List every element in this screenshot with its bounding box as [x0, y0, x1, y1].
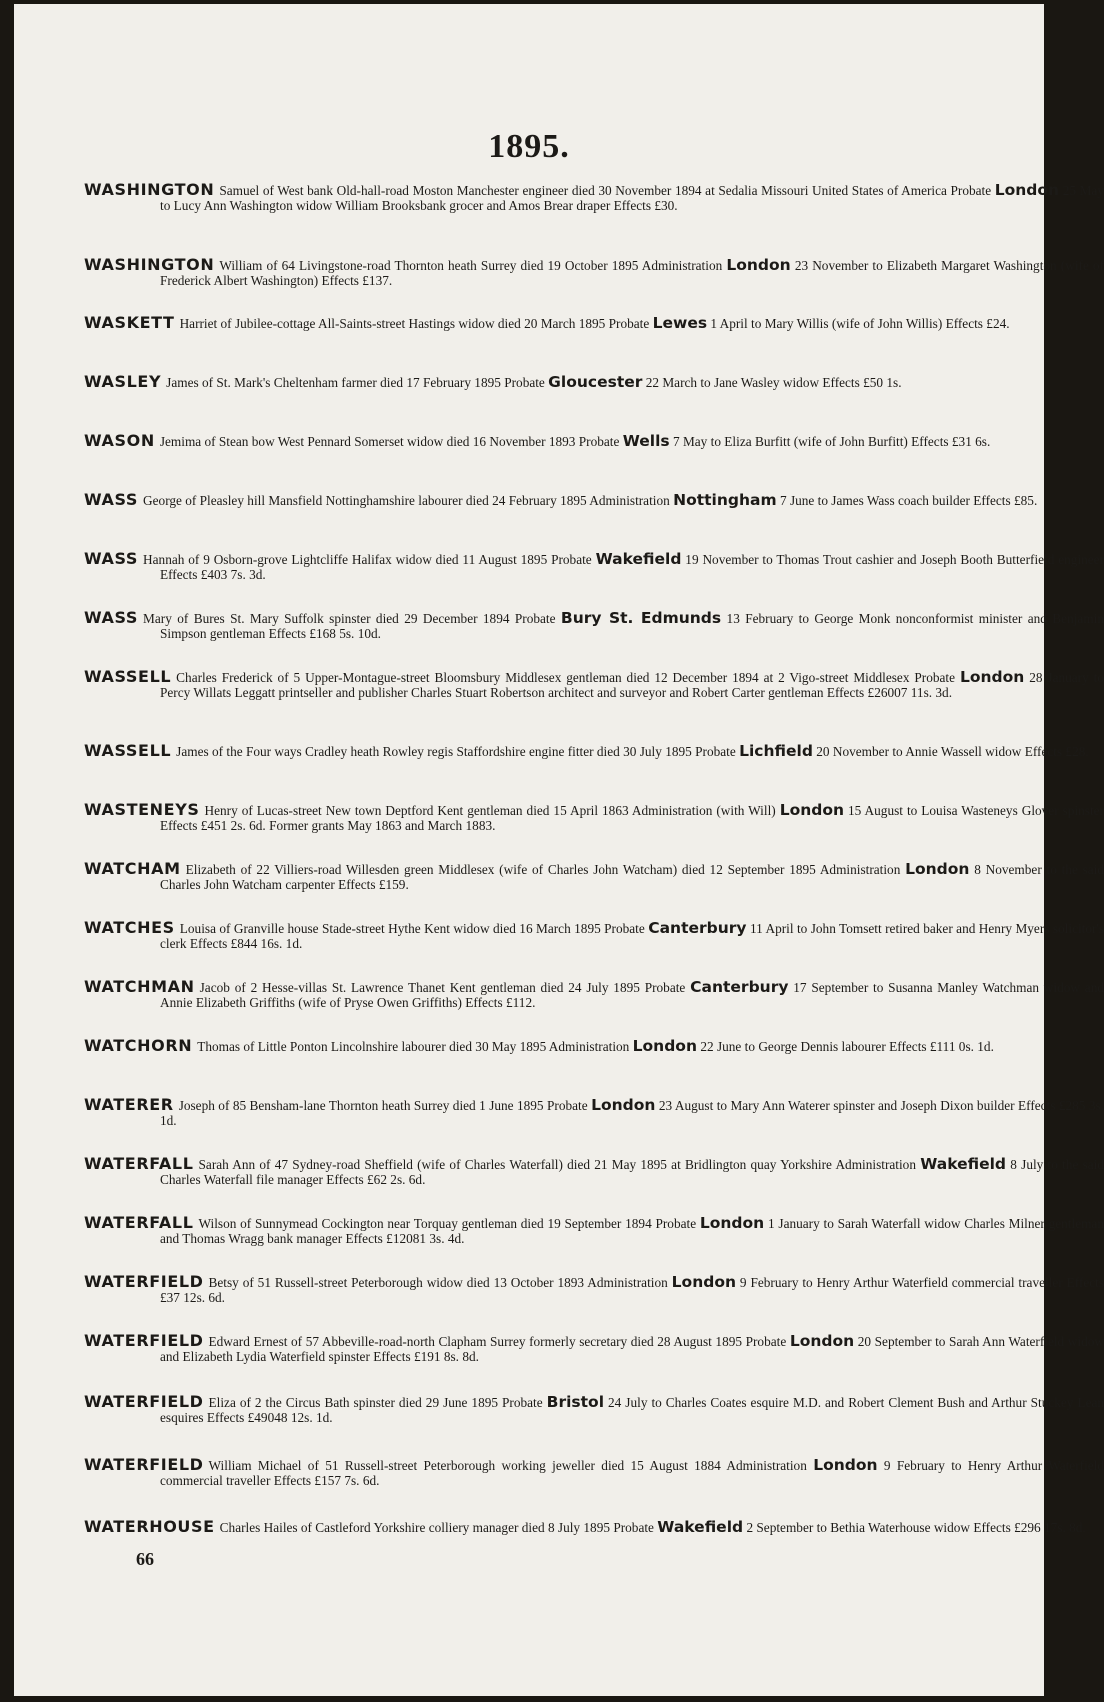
entry-grant: 8 November to the said Charles John Watcham carpenter Effects £159.	[160, 862, 1104, 892]
entry-registry: Wakefield	[595, 550, 682, 568]
register-entry	[84, 433, 1104, 449]
entry-surname: WATERFIELD	[84, 1272, 204, 1291]
entry-details: Elizabeth of 22 Villiers-road Willesden green Middlesex (wife of Charles John Watcham) died 12 September 1895 Administration	[185, 862, 901, 877]
register-entry	[84, 979, 1104, 1010]
entry-details: Charles Hailes of Castleford Yorkshire colliery manager died 8 July 1895 Probate	[219, 1520, 654, 1535]
register-entry	[84, 1457, 1104, 1488]
register-entry	[84, 315, 1104, 331]
entry-grant: 2 September to Bethia Waterhouse widow Effects £296 17s. 8d.	[746, 1520, 1086, 1535]
register-entry	[84, 1394, 1104, 1425]
entry-grant: 13 February to George Monk nonconformist minister and Benjamin Simpson gentleman Effects £168 5s. 10d.	[160, 611, 1104, 641]
entry-registry: London	[699, 1214, 765, 1232]
entry-registry: London	[671, 1273, 737, 1291]
entry-registry: Wakefield	[920, 1155, 1007, 1173]
entry-grant: 1 April to Mary Willis (wife of John Willis) Effects £24.	[710, 316, 1010, 331]
entry-details: George of Pleasley hill Mansfield Nottinghamshire labourer died 24 February 1895 Administration	[143, 493, 670, 508]
entry-grant: 28 January to Percy Willats Leggatt printseller and publisher Charles Stuart Robertson architect and surveyor and Robert Carter gentleman Effects £26007 11s. 3d.	[160, 670, 1104, 700]
entry-registry: Bristol	[546, 1393, 605, 1411]
entry-surname: WASHINGTON	[84, 255, 215, 274]
entry-surname: WASS	[84, 549, 139, 568]
register-entry	[84, 1215, 1104, 1246]
entry-surname: WASHINGTON	[84, 180, 215, 199]
entry-grant: 19 November to Thomas Trout cashier and Joseph Booth Butterfield engineer Effects £403 7s. 3d.	[160, 552, 1104, 582]
entry-details: James of the Four ways Cradley heath Rowley regis Staffordshire engine fitter died 30 July 1895 Probate	[176, 744, 736, 759]
entry-details: Thomas of Little Ponton Lincolnshire labourer died 30 May 1895 Administration	[197, 1039, 630, 1054]
entry-grant: 8 July to the said Charles Waterfall file manager Effects £62 2s. 6d.	[160, 1157, 1104, 1187]
page-year-heading: 1895.	[488, 128, 570, 165]
register-entry	[84, 257, 1104, 288]
entry-grant: 9 February to Henry Arthur Waterfield commercial traveller Effects £37 12s. 6d.	[160, 1275, 1104, 1305]
entry-registry: Canterbury	[690, 978, 789, 996]
entry-surname: WATERFALL	[84, 1154, 194, 1173]
page-number: 66	[136, 1549, 154, 1569]
entry-surname: WASON	[84, 431, 155, 450]
entry-grant: 7 June to James Wass coach builder Effects £85.	[779, 493, 1038, 508]
entry-registry: London	[591, 1096, 656, 1114]
entry-details: William Michael of 51 Russell-street Peterborough working jeweller died 15 August 1884 Administration	[208, 1458, 807, 1473]
entry-grant: 15 August to Louisa Wasteneys Glover spinster Effects £451 2s. 6d. Former grants May 1863 and March 1883.	[160, 803, 1104, 833]
register-entry	[84, 669, 1104, 700]
entry-surname: WATERFALL	[84, 1213, 194, 1232]
entry-registry: Lichfield	[739, 742, 813, 760]
register-entry	[84, 1519, 1104, 1535]
entry-registry: London	[779, 801, 845, 819]
entry-details: Jemima of Stean bow West Pennard Somerset widow died 16 November 1893 Probate	[159, 434, 620, 449]
entry-details: Mary of Bures St. Mary Suffolk spinster died 29 December 1894 Probate	[143, 611, 556, 626]
entry-grant: 25 May to Lucy Ann Washington widow William Brooksbank grocer and Amos Brear draper Effects £30.	[160, 183, 1104, 213]
entry-grant: 17 September to Susanna Manley Watchman widow and Annie Elizabeth Griffiths (wife of Pryse Owen Griffiths) Effects £112.	[160, 980, 1104, 1010]
entry-registry: Bury St. Edmunds	[560, 609, 722, 627]
entry-grant: 23 August to Mary Ann Waterer spinster and Joseph Dixon builder Effects £285 3s. 1d.	[160, 1098, 1104, 1128]
entry-grant: 22 June to George Dennis labourer Effects £111 0s. 1d.	[700, 1039, 994, 1054]
entry-surname: WATERER	[84, 1095, 174, 1114]
entry-surname: WATERFIELD	[84, 1331, 204, 1350]
entry-surname: WASS	[84, 490, 139, 509]
entry-registry: Canterbury	[648, 919, 747, 937]
entry-details: Sarah Ann of 47 Sydney-road Sheffield (wife of Charles Waterfall) died 21 May 1895 at Bridlington quay Yorkshire Administration	[198, 1157, 916, 1172]
entry-surname: WATERFIELD	[84, 1392, 204, 1411]
register-entry	[84, 1333, 1104, 1364]
register-entry	[84, 1274, 1104, 1305]
entry-registry: London	[905, 860, 970, 878]
entry-details: William of 64 Livingstone-road Thornton heath Surrey died 19 October 1895 Administration	[219, 258, 723, 273]
entry-grant: 11 April to John Tomsett retired baker and Henry Myers solicitor's clerk Effects £844 16s. 1d.	[160, 921, 1104, 951]
entry-details: Henry of Lucas-street New town Deptford Kent gentleman died 15 April 1863 Administration (with Will)	[204, 803, 776, 818]
entry-details: Louisa of Granville house Stade-street Hythe Kent widow died 16 March 1895 Probate	[179, 921, 645, 936]
entry-grant: 24 July to Charles Coates esquire M.D. and Robert Clement Bush and Arthur Stuckey Lean esquires Effects £49048 12s. 1d.	[160, 1395, 1104, 1425]
entry-surname: WASTENEYS	[84, 800, 200, 819]
entry-registry: Gloucester	[548, 373, 643, 391]
entry-surname: WASSELL	[84, 667, 172, 686]
entry-details: Hannah of 9 Osborn-grove Lightcliffe Halifax widow died 11 August 1895 Probate	[143, 552, 592, 567]
entry-surname: WATCHMAN	[84, 977, 195, 996]
register-entry	[84, 743, 1104, 759]
register-entry	[84, 1097, 1104, 1128]
register-entry	[84, 1156, 1104, 1187]
entry-details: Harriet of Jubilee-cottage All-Saints-street Hastings widow died 20 March 1895 Probate	[179, 316, 650, 331]
entry-surname: WATCHAM	[84, 859, 181, 878]
register-entry	[84, 1038, 1104, 1054]
entry-details: James of St. Mark's Cheltenham farmer died 17 February 1895 Probate	[166, 375, 545, 390]
register-entry	[84, 610, 1104, 641]
register-entry	[84, 551, 1104, 582]
entry-registry: London	[813, 1456, 878, 1474]
entry-details: Charles Frederick of 5 Upper-Montague-street Bloomsbury Middlesex gentleman died 12 December 1894 at 2 Vigo-street Middlesex Probate	[176, 670, 956, 685]
entry-surname: WATERHOUSE	[84, 1517, 215, 1536]
entry-registry: Lewes	[652, 314, 708, 332]
entry-details: Wilson of Sunnymead Cockington near Torquay gentleman died 19 September 1894 Probate	[198, 1216, 697, 1231]
entry-registry: Wakefield	[657, 1518, 744, 1536]
entry-surname: WATCHORN	[84, 1036, 193, 1055]
register-entry	[84, 182, 1104, 213]
entry-details: Eliza of 2 the Circus Bath spinster died 29 June 1895 Probate	[208, 1395, 543, 1410]
entry-registry: London	[632, 1037, 697, 1055]
entry-registry: London	[789, 1332, 855, 1350]
entry-grant: 1 January to Sarah Waterfall widow Charles Milner gentleman and Thomas Wragg bank manager Effects £12081 3s. 4d.	[160, 1216, 1104, 1246]
entry-grant: 20 September to Sarah Ann Waterfield widow and Elizabeth Lydia Waterfield spinster Effects £191 8s. 8d.	[160, 1334, 1104, 1364]
entry-details: Samuel of West bank Old-hall-road Moston Manchester engineer died 30 November 1894 at Sedalia Missouri United States of America Probate	[219, 183, 992, 198]
entry-surname: WATCHES	[84, 918, 175, 937]
register-entry	[84, 374, 1104, 390]
entry-grant: 23 November to Elizabeth Margaret Washington (wife of Frederick Albert Washington) Effects £137.	[160, 258, 1104, 288]
entry-details: Jacob of 2 Hesse-villas St. Lawrence Thanet Kent gentleman died 24 July 1895 Probate	[199, 980, 686, 995]
entry-surname: WASKETT	[84, 313, 175, 332]
entry-registry: Wells	[622, 432, 670, 450]
register-entry	[84, 920, 1104, 951]
entry-registry: Nottingham	[673, 491, 777, 509]
entry-details: Betsy of 51 Russell-street Peterborough widow died 13 October 1893 Administration	[208, 1275, 668, 1290]
entry-registry: London	[726, 256, 791, 274]
entry-surname: WASSELL	[84, 741, 172, 760]
register-entry	[84, 492, 1104, 508]
entry-registry: London	[994, 181, 1060, 199]
entry-details: Edward Ernest of 57 Abbeville-road-north Clapham Surrey formerly secretary died 28 August 1895 Probate	[208, 1334, 787, 1349]
entry-grant: 7 May to Eliza Burfitt (wife of John Burfitt) Effects £31 6s.	[672, 434, 991, 449]
entry-grant: 22 March to Jane Wasley widow Effects £50 1s.	[645, 375, 902, 390]
entry-grant: 20 November to Annie Wassell widow Effects £28.	[816, 744, 1089, 759]
entry-surname: WATERFIELD	[84, 1455, 204, 1474]
entry-surname: WASLEY	[84, 372, 162, 391]
register-page	[14, 4, 1104, 1696]
entry-surname: WASS	[84, 608, 139, 627]
register-entry	[84, 802, 1104, 833]
entry-registry: London	[959, 668, 1025, 686]
entry-grant: 9 February to Henry Arthur Waterfield commercial traveller Effects £157 7s. 6d.	[160, 1458, 1104, 1488]
register-entry	[84, 861, 1104, 892]
entry-details: Joseph of 85 Bensham-lane Thornton heath Surrey died 1 June 1895 Probate	[178, 1098, 588, 1113]
